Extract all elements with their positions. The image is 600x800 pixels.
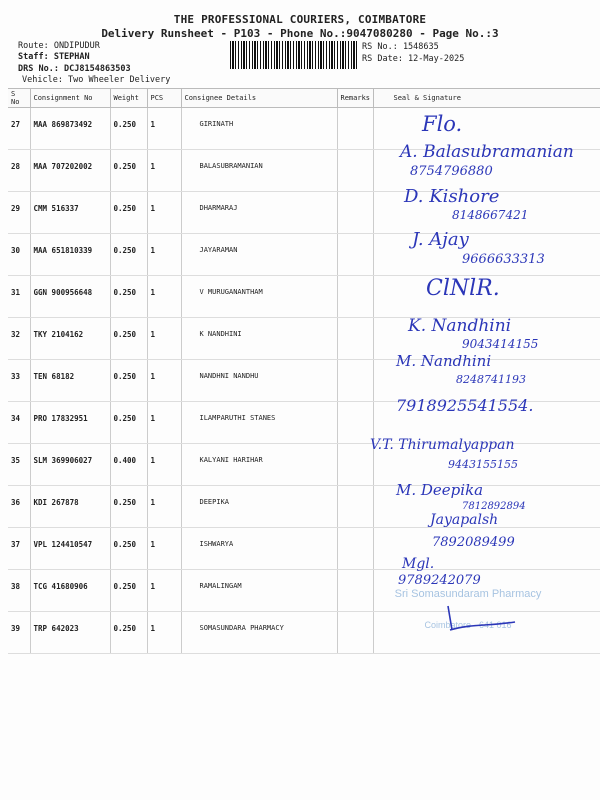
table-row: [8, 276, 600, 318]
row-consignee: DHARMARAJ: [181, 192, 337, 234]
col-header-weight: Weight: [110, 89, 147, 108]
vehicle-info: Vehicle: Two Wheeler Delivery: [22, 75, 171, 85]
row-weight: 0.250: [110, 150, 147, 192]
signature-35-name: V.T. Thirumalyappan: [370, 437, 515, 453]
row-consignee: ISHWARYA: [181, 528, 337, 570]
row-consignment-no: KDI 267878: [30, 486, 110, 528]
row-sno: 31: [8, 276, 30, 318]
col-header-remarks: Remarks: [337, 89, 373, 108]
row-sno: 33: [8, 360, 30, 402]
row-consignee: GIRINATH: [181, 108, 337, 150]
row-consignee: DEEPIKA: [181, 486, 337, 528]
col-header-pcs: PCS: [147, 89, 181, 108]
row-sno: 39: [8, 612, 30, 654]
col-header-consignment: Consignment No: [30, 89, 110, 108]
signature-31: ClNlR.: [426, 276, 500, 301]
signature-30-phone: 9666633313: [462, 252, 545, 267]
stamp-city: Coimbatore - 641 016: [424, 620, 512, 630]
row-pcs: 1: [147, 234, 181, 276]
company-title: THE PROFESSIONAL COURIERS, COIMBATORE: [173, 13, 427, 26]
signature-36-phone: 7812892894: [462, 501, 526, 512]
row-remarks: [337, 234, 373, 276]
row-consignee: K NANDHINI: [181, 318, 337, 360]
row-remarks: [337, 276, 373, 318]
signature-36-name: M. Deepika: [396, 481, 484, 499]
row-weight: 0.250: [110, 234, 147, 276]
signature-38-phone: 9789242079: [398, 573, 481, 588]
row-consignment-no: TKY 2104162: [30, 318, 110, 360]
row-pcs: 1: [147, 402, 181, 444]
row-remarks: [337, 108, 373, 150]
row-consignment-no: MAA 869873492: [30, 108, 110, 150]
row-pcs: 1: [147, 528, 181, 570]
row-pcs: 1: [147, 612, 181, 654]
row-consignee: ILAMPARUTHI STANES: [181, 402, 337, 444]
signature-29-name: D. Kishore: [404, 186, 500, 207]
row-weight: 0.250: [110, 318, 147, 360]
row-weight: 0.250: [110, 528, 147, 570]
row-sno: 32: [8, 318, 30, 360]
row-remarks: [337, 612, 373, 654]
rs-date: RS Date: 12-May-2025: [362, 54, 465, 64]
row-sno: 34: [8, 402, 30, 444]
row-consignment-no: VPL 124410547: [30, 528, 110, 570]
row-sno: 27: [8, 108, 30, 150]
row-pcs: 1: [147, 486, 181, 528]
row-pcs: 1: [147, 276, 181, 318]
row-sno: 35: [8, 444, 30, 486]
row-consignment-no: MAA 651810339: [30, 234, 110, 276]
route-info: Route: ONDIPUDUR: [18, 41, 100, 51]
row-consignee: V MURUGANANTHAM: [181, 276, 337, 318]
row-weight: 0.250: [110, 486, 147, 528]
signature-28-name: A. Balasubramanian: [400, 142, 574, 162]
row-sno: 30: [8, 234, 30, 276]
row-consignee: KALYANI HARIHAR: [181, 444, 337, 486]
row-remarks: [337, 192, 373, 234]
row-remarks: [337, 528, 373, 570]
row-consignment-no: SLM 369906027: [30, 444, 110, 486]
row-pcs: 1: [147, 108, 181, 150]
signature-37-name: Jayapalsh: [430, 512, 499, 528]
row-sno: 38: [8, 570, 30, 612]
row-sno: 36: [8, 486, 30, 528]
row-pcs: 1: [147, 570, 181, 612]
row-weight: 0.250: [110, 192, 147, 234]
row-consignment-no: PRO 17832951: [30, 402, 110, 444]
signature-33-phone: 8248741193: [456, 373, 526, 386]
row-consignment-no: TRP 642023: [30, 612, 110, 654]
row-pcs: 1: [147, 192, 181, 234]
stamp-name: Sri Somasundaram Pharmacy: [394, 588, 542, 600]
row-remarks: [337, 318, 373, 360]
row-weight: 0.250: [110, 276, 147, 318]
row-consignment-no: CMM 516337: [30, 192, 110, 234]
row-pcs: 1: [147, 444, 181, 486]
row-weight: 0.250: [110, 570, 147, 612]
signature-39-scribble: [440, 600, 520, 640]
row-weight: 0.250: [110, 108, 147, 150]
signature-28-phone: 8754796880: [410, 164, 493, 179]
row-weight: 0.400: [110, 444, 147, 486]
drs-number: DRS No.: DCJ8154863503: [18, 64, 131, 74]
row-pcs: 1: [147, 318, 181, 360]
runsheet-subtitle: Delivery Runsheet - P103 - Phone No.:9047080280 - Page No.:3: [101, 27, 499, 40]
signature-27: Flo.: [422, 112, 463, 136]
row-consignment-no: GGN 900956648: [30, 276, 110, 318]
row-sno: 37: [8, 528, 30, 570]
signature-32-phone: 9043414155: [462, 337, 539, 351]
row-consignment-no: TEN 68182: [30, 360, 110, 402]
signature-35-phone: 9443155155: [448, 458, 518, 471]
row-remarks: [337, 444, 373, 486]
row-consignment-no: TCG 41680906: [30, 570, 110, 612]
row-remarks: [337, 150, 373, 192]
row-weight: 0.250: [110, 612, 147, 654]
row-consignment-no: MAA 707202002: [30, 150, 110, 192]
table-header-row: [8, 89, 600, 108]
col-header-signature: Seal & Signature: [373, 89, 600, 108]
row-consignee: BALASUBRAMANIAN: [181, 150, 337, 192]
signature-34: 7918925541554.: [396, 396, 534, 415]
row-sno: 28: [8, 150, 30, 192]
row-remarks: [337, 486, 373, 528]
signature-29-phone: 8148667421: [452, 208, 529, 222]
row-weight: 0.250: [110, 360, 147, 402]
runsheet-table: [8, 88, 600, 654]
row-consignee: SOMASUNDARA PHARMACY: [181, 612, 337, 654]
col-header-consignee: Consignee Details: [181, 89, 337, 108]
signature-32-name: K. Nandhini: [408, 316, 512, 336]
signature-33-name: M. Nandhini: [396, 352, 492, 370]
row-remarks: [337, 402, 373, 444]
rs-number: RS No.: 1548635: [362, 42, 439, 52]
row-consignee: NANDHNI NANDHU: [181, 360, 337, 402]
row-weight: 0.250: [110, 402, 147, 444]
row-pcs: 1: [147, 150, 181, 192]
signature-37-phone: 7892089499: [432, 535, 515, 550]
row-sno: 29: [8, 192, 30, 234]
row-pcs: 1: [147, 360, 181, 402]
signature-38-name: Mgl.: [402, 556, 435, 572]
staff-info: Staff: STEPHAN: [18, 52, 90, 62]
col-header-sno: S No: [8, 89, 30, 108]
row-remarks: [337, 360, 373, 402]
signature-30-name: J. Ajay: [412, 229, 469, 250]
row-remarks: [337, 570, 373, 612]
barcode: [230, 41, 358, 69]
row-consignee: RAMALINGAM: [181, 570, 337, 612]
row-consignee: JAYARAMAN: [181, 234, 337, 276]
